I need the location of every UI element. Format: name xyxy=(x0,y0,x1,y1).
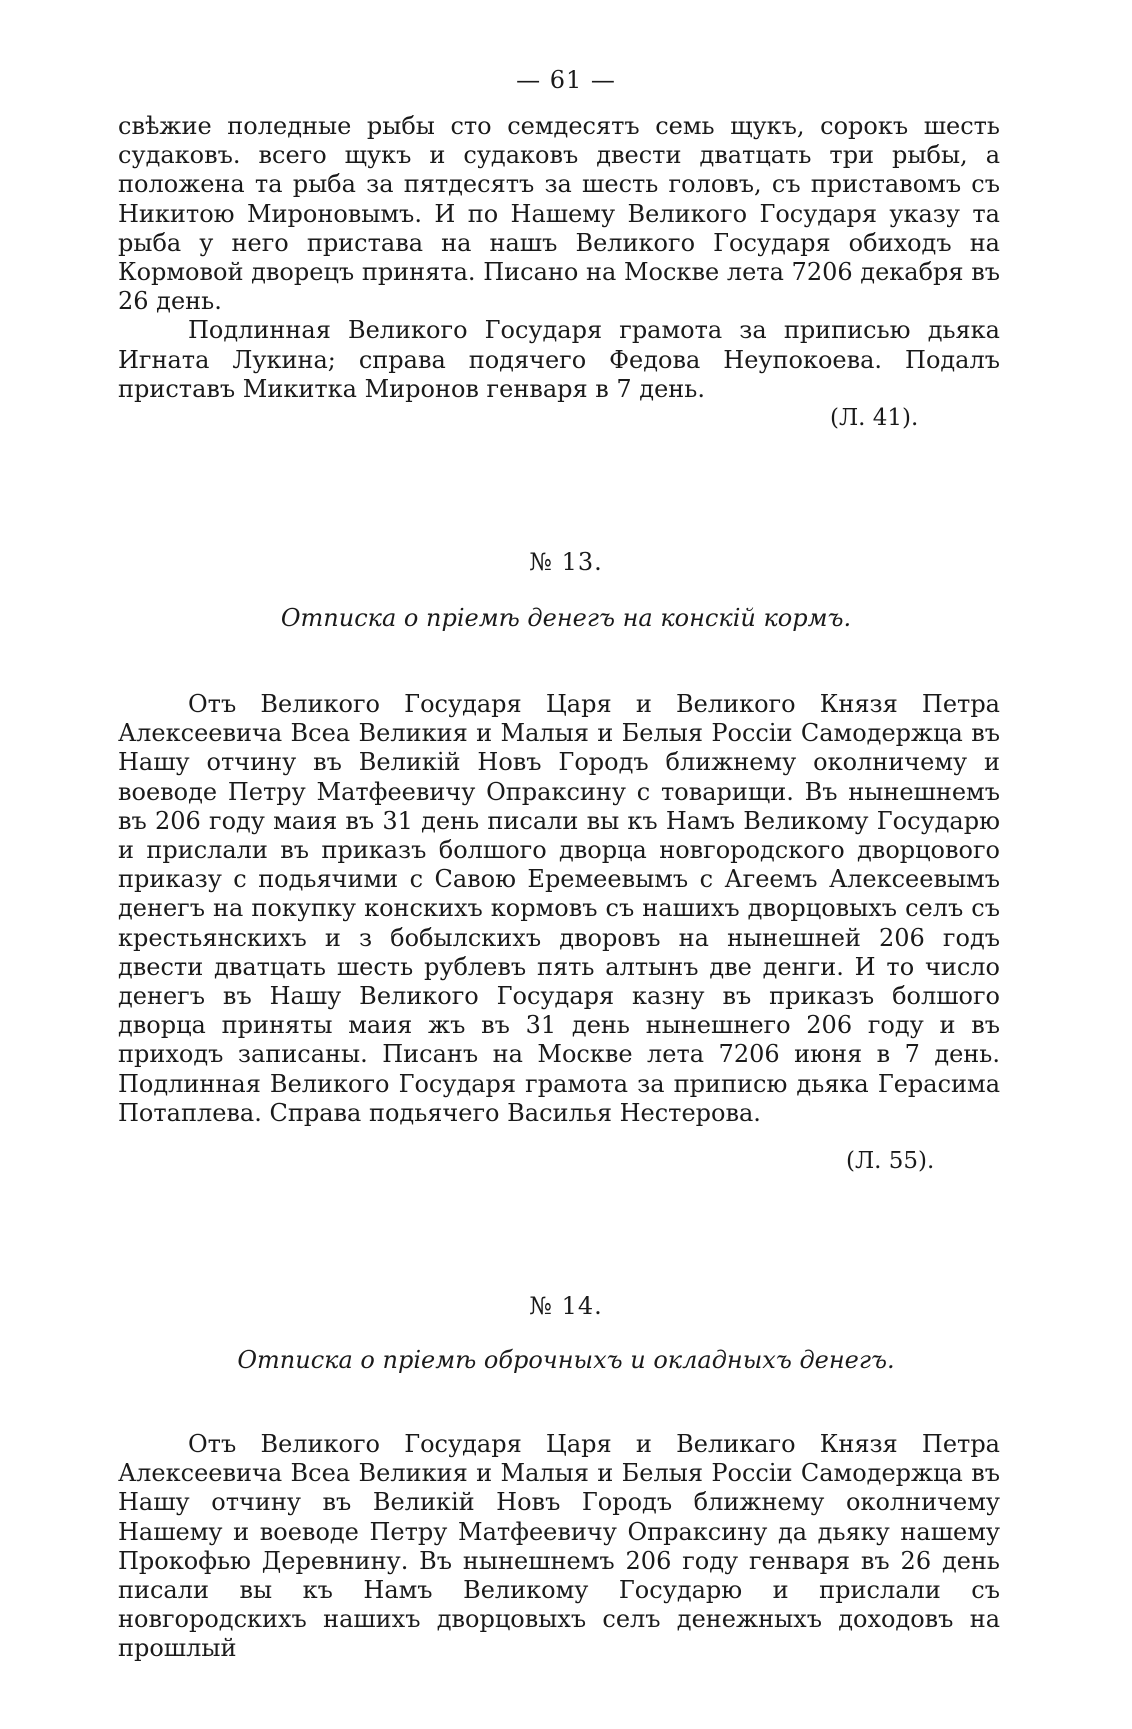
doc-14-number: № 14. xyxy=(529,1292,603,1320)
doc-13-reference: (Л. 55). xyxy=(846,1148,935,1174)
doc-14-title: Отписка о прiемѣ оброчныхъ и окладныхъ денегъ. xyxy=(237,1346,895,1374)
doc-13-section xyxy=(118,690,1000,1128)
doc-13-body: Отъ Великого Государя Царя и Великого Князя Петра Алексеевича Всеа Великия и Малыя и Белыя Россiи Самодержца въ Нашу отчину въ Великiй Новъ Городъ ближнему околничему и воеводе Петру Матфеевичу Опраксину с товарищи. Въ нынешнемъ въ 206 году маия въ 31 день писали вы къ Намъ Великому Государю и прислали въ приказъ болшого дворца новгородского дворцового приказу с подьячими с Савою Еремеевымъ с Агеемъ Алексеевымъ денегъ на покупку конскихъ кормовъ съ нашихъ дворцовыхъ селъ съ крестьянскихъ и з бобылскихъ дворовъ на нынешней 206 годъ двести дватцать шесть рублевъ пять алтынъ две денги. И то число денегъ въ Нашу Великого Государя казну въ приказъ болшого дворца приняты маия жъ въ 31 день нынешнего 206 году и въ приходъ записаны. Писанъ на Москве лета 7206 июня в 7 день. Подлинная Великого Государя грамота за приписю дьяка Герасима Потаплева. Справа подьячего Василья Нестерова. xyxy=(118,690,1000,1127)
doc-14-body: Отъ Великого Государя Царя и Великаго Князя Петра Алексеевича Всеа Великия и Малыя и Белыя Россiи Самодержца въ Нашу отчину въ Великiй Новъ Городъ ближнему околничему Нашему и воеводе Петру Матфеевичу Опраксину да дьяку нашему Прокофью Деревнину. Въ нынешнемъ 206 году генваря въ 26 день писали вы къ Намъ Великому Государю и прислали съ новгородскихъ нашихъ дворцовыхъ селъ денежныхъ доходовъ на прошлый xyxy=(118,1430,1000,1663)
doc-13-number: № 13. xyxy=(529,548,603,576)
doc-14-section xyxy=(118,1430,1000,1664)
intro-reference: (Л. 41). xyxy=(830,405,919,431)
doc-13-title: Отписка о прiемѣ денегъ на конскiй кормъ. xyxy=(280,604,852,632)
intro-paragraph-2: Подлинная Великого Государя грамота за приписью дьяка Игната Лукина; справа подячего Федова Неупокоева. Подалъ приставъ Микитка Миронов генваря в 7 день. xyxy=(118,316,1000,403)
intro-paragraph-1: свѣжие поледные рыбы сто семдесятъ семь щукъ, сорокъ шесть судаковъ. всего щукъ и судаковъ двести дватцать три рыбы, а положена та рыба за пятдесятъ за шесть головъ, съ приставомъ съ Никитою Мироновымъ. И по Нашему Великого Государя указу та рыба у него пристава на нашъ Великого Государя обиходъ на Кормовой дворецъ принята. Писано на Москве лета 7206 декабря въ 26 день. xyxy=(118,112,1000,316)
intro-section xyxy=(118,112,1000,404)
page-number: — 61 — xyxy=(516,66,616,94)
